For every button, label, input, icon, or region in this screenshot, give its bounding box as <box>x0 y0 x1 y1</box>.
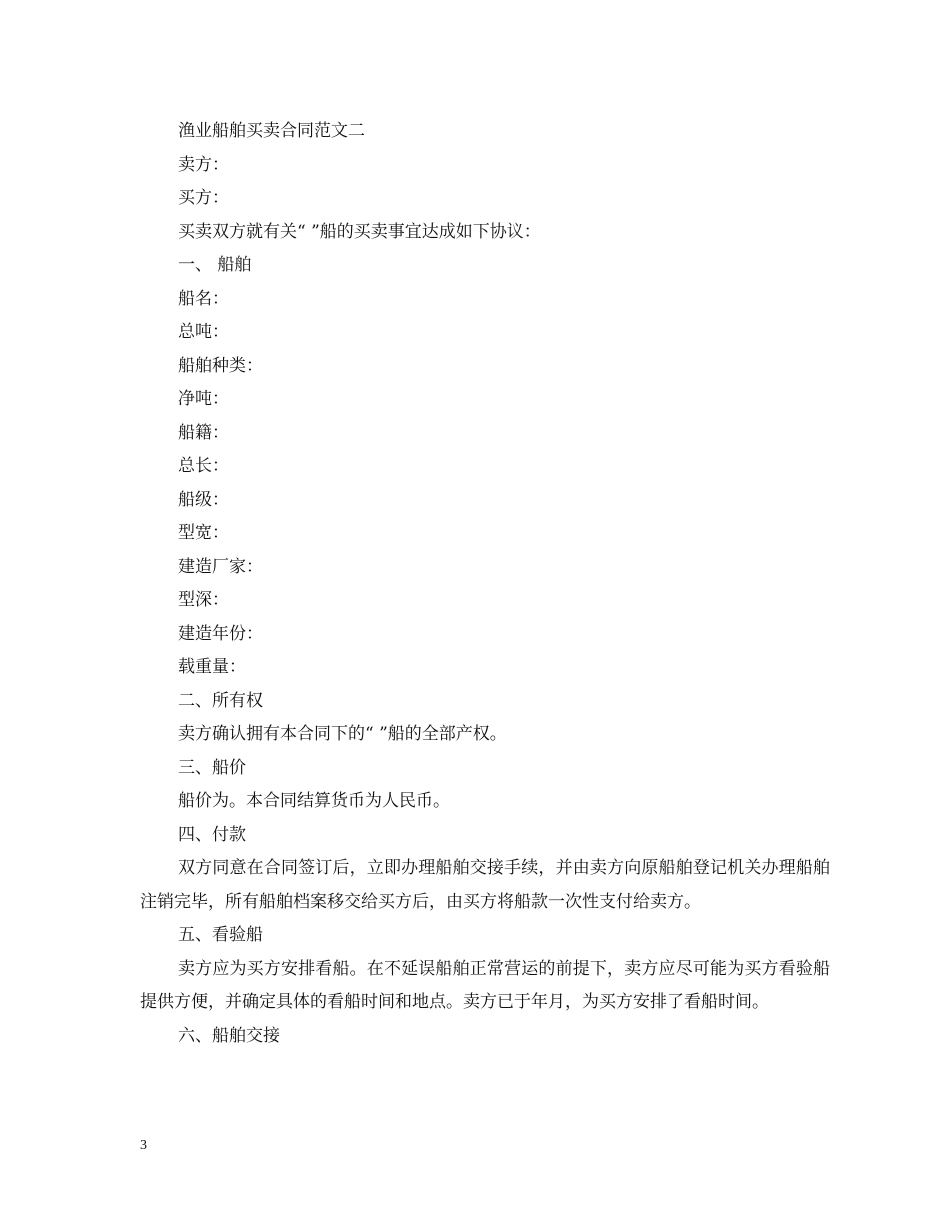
field-overall-length: 总长： <box>178 456 229 476</box>
payment-paragraph: 双方同意在合同签订后，立即办理船舶交接手续，并由卖方向原船舶登记机关办理船舶注销完毕，所有船舶档案移交给买方后，由买方将船款一次性支付给卖方。 <box>140 858 830 912</box>
seller-field: 卖方： <box>178 154 229 175</box>
field-moulded-depth: 型深： <box>178 590 229 610</box>
page-number: 3 <box>140 1138 147 1153</box>
field-ship-type: 船舶种类： <box>178 355 263 376</box>
section-heading-price: 三、船价 <box>178 757 246 778</box>
field-net-tonnage: 净吨： <box>178 389 229 409</box>
buyer-field: 买方： <box>178 188 229 208</box>
field-build-year: 建造年份： <box>178 623 263 644</box>
ownership-text: 卖方确认拥有本合同下的“ ”船的全部产权。 <box>178 724 507 744</box>
document-body <box>140 115 830 1053</box>
field-deadweight: 载重量： <box>178 657 246 677</box>
field-builder: 建造厂家： <box>178 556 263 577</box>
section-heading-payment: 四、付款 <box>178 824 246 845</box>
section-heading-ownership: 二、所有权 <box>178 690 263 711</box>
field-ship-name: 船名： <box>178 288 229 309</box>
section-heading-ship: 一、 船舶 <box>178 255 252 275</box>
inspection-paragraph: 卖方应为买方安排看船。在不延误船舶正常营运的前提下，卖方应尽可能为买方看验船提供方便，并确定具体的看船时间和地点。卖方已于年月，为买方安排了看船时间。 <box>140 958 830 1012</box>
price-text: 船价为。本合同结算货币为人民币。 <box>178 791 450 811</box>
agreement-intro: 买卖双方就有关“ ”船的买卖事宜达成如下协议： <box>178 221 541 242</box>
field-gross-tonnage: 总吨： <box>178 322 229 342</box>
section-heading-handover: 六、船舶交接 <box>178 1025 280 1046</box>
document-title: 渔业船舶买卖合同范文二 <box>178 121 365 141</box>
field-moulded-breadth: 型宽： <box>178 523 229 543</box>
field-registry: 船籍： <box>178 422 229 443</box>
section-heading-inspection: 五、看验船 <box>178 925 263 945</box>
field-ship-class: 船级： <box>178 489 229 510</box>
